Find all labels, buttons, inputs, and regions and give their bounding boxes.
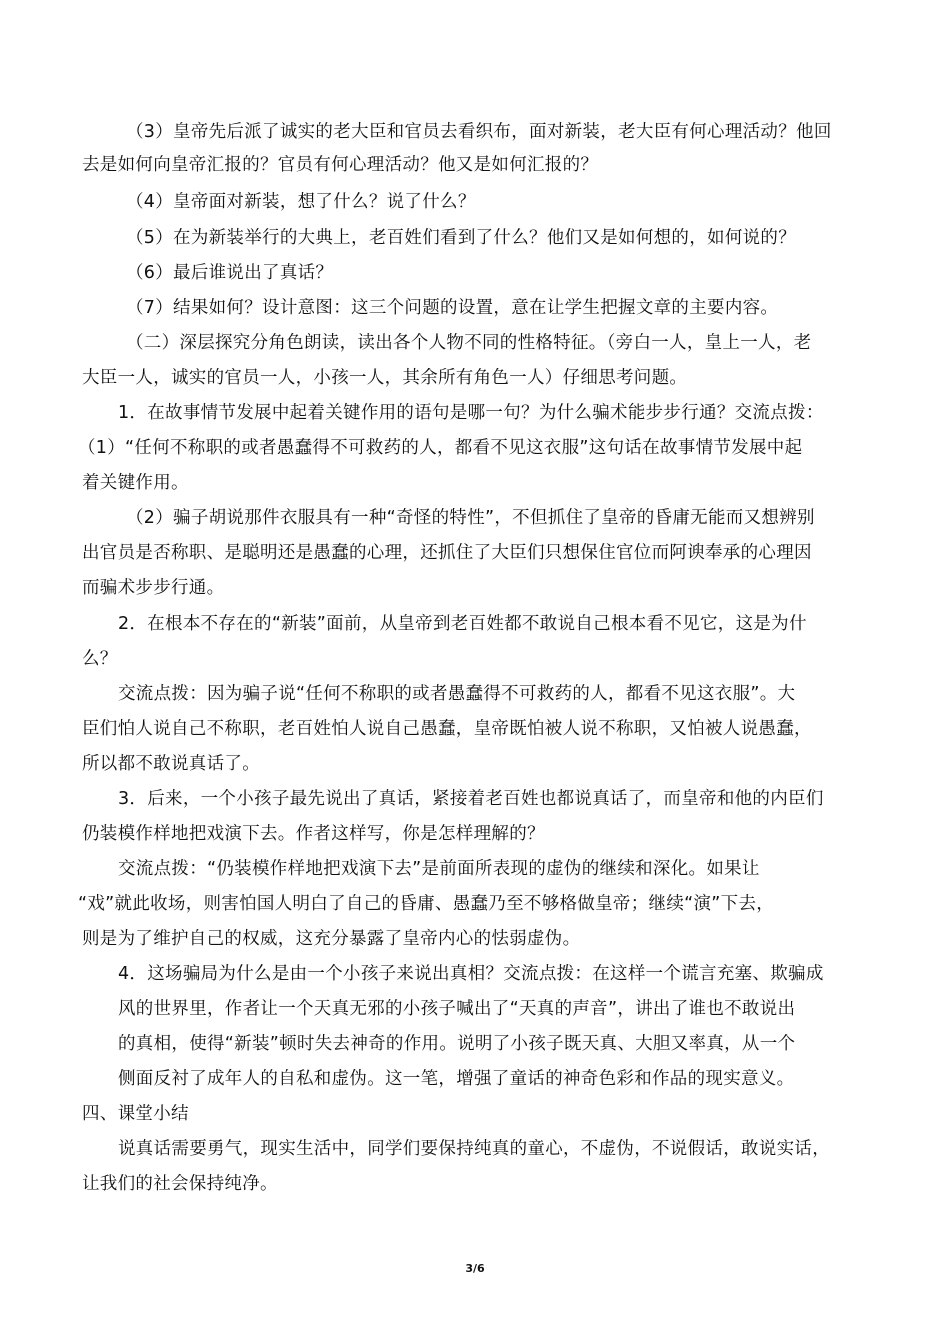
- text-line: 仍装模作样地把戏演下去。作者这样写，你是怎样理解的？: [82, 824, 545, 844]
- text-line: 交流点拨：“仍装模作样地把戏演下去”是前面所表现的虚伪的继续和深化。如果让: [118, 859, 760, 879]
- text-line: 则是为了维护自己的权威，这充分暴露了皇帝内心的怯弱虚伪。: [82, 929, 581, 949]
- text-line: （二）深层探究分角色朗读，读出各个人物不同的性格特征。（旁白一人，皇上一人，老: [126, 333, 812, 353]
- text-line: （7）结果如何？设计意图：这三个问题的设置，意在让学生把握文章的主要内容。: [126, 298, 779, 318]
- page-number: 3/6: [465, 1262, 485, 1275]
- text-line: 让我们的社会保持纯净。: [82, 1174, 278, 1194]
- text-line: 么？: [82, 649, 118, 669]
- text-line: 着关键作用。: [82, 473, 189, 493]
- text-line: 臣们怕人说自己不称职，老百姓怕人说自己愚蠢，皇帝既怕被人说不称职，又怕被人说愚蠢，: [82, 719, 812, 739]
- text-line: 所以都不敢说真话了。: [82, 754, 260, 774]
- text-line: 侧面反衬了成年人的自私和虚伪。这一笔，增强了童话的神奇色彩和作品的现实意义。: [118, 1069, 795, 1089]
- text-line: （2）骗子胡说那件衣服具有一种“奇怪的特性”，不但抓住了皇帝的昏庸无能而又想辨别: [126, 508, 815, 528]
- text-line: 大臣一人，诚实的官员一人，小孩一人，其余所有角色一人）仔细思考问题。: [82, 368, 688, 388]
- text-line: （1）“任何不称职的或者愚蠢得不可救药的人，都看不见这衣服”这句话在故事情节发展中起: [78, 438, 803, 458]
- text-line: 说真话需要勇气，现实生活中，同学们要保持纯真的童心，不虚伪，不说假话，敢说实话，: [118, 1139, 830, 1159]
- text-line: 4．这场骗局为什么是由一个小孩子来说出真相？交流点拨：在这样一个谎言充塞、欺骗成: [118, 964, 824, 984]
- text-line: （4）皇帝面对新装，想了什么？说了什么？: [126, 192, 476, 212]
- text-line: 出官员是否称职、是聪明还是愚蠢的心理，还抓住了大臣们只想保住官位而阿谀奉承的心理因: [82, 543, 812, 563]
- text-line: （5）在为新装举行的大典上，老百姓们看到了什么？他们又是如何想的，如何说的？: [126, 228, 797, 248]
- text-line: 交流点拨：因为骗子说“任何不称职的或者愚蠢得不可救药的人，都看不见这衣服”。大: [118, 684, 796, 704]
- text-line: 3．后来，一个小孩子最先说出了真话，紧接着老百姓也都说真话了，而皇帝和他的内臣们: [118, 789, 824, 809]
- text-line: 去是如何向皇帝汇报的？官员有何心理活动？他又是如何汇报的？: [82, 155, 599, 175]
- text-line: 1．在故事情节发展中起着关键作用的语句是哪一句？为什么骗术能步步行通？交流点拨：: [118, 403, 824, 423]
- section-heading: 四、课堂小结: [82, 1104, 189, 1124]
- text-line: 2．在根本不存在的“新装”面前，从皇帝到老百姓都不敢说自己根本看不见它，这是为什: [118, 614, 807, 634]
- text-line: “戏”就此收场，则害怕国人明白了自己的昏庸、愚蠢乃至不够格做皇帝；继续“演”下去，: [78, 894, 775, 914]
- text-line: 的真相，使得“新装”顿时失去神奇的作用。说明了小孩子既天真、大胆又率真，从一个: [118, 1034, 796, 1054]
- text-line: （3）皇帝先后派了诚实的老大臣和官员去看织布，面对新装，老大臣有何心理活动？他回: [126, 122, 832, 142]
- text-line: 而骗术步步行通。: [82, 578, 225, 598]
- text-line: （6）最后谁说出了真话？: [126, 263, 334, 283]
- text-line: 风的世界里，作者让一个天真无邪的小孩子喊出了“天真的声音”，讲出了谁也不敢说出: [118, 999, 796, 1019]
